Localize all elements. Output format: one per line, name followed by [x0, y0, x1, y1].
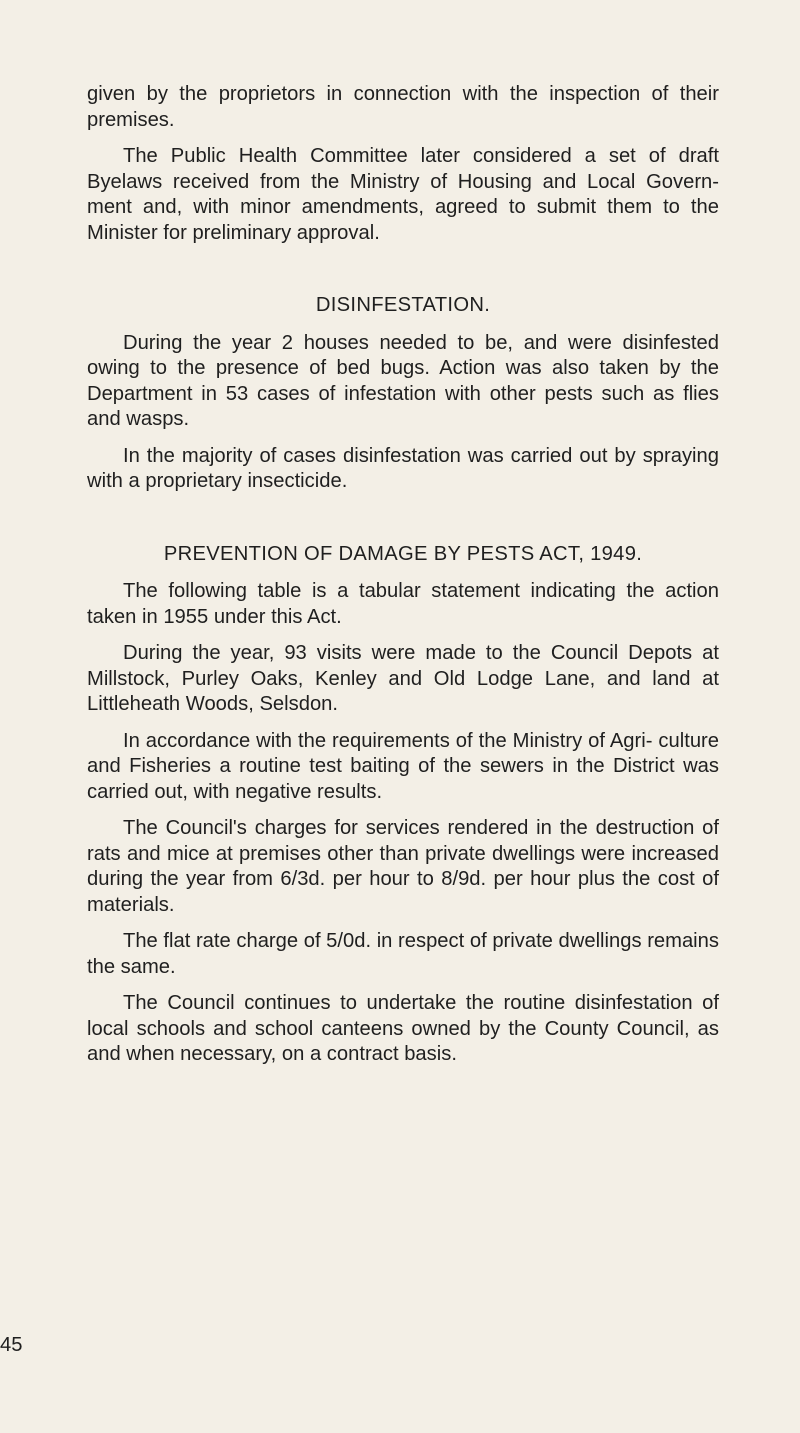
pests-act-paragraph-1: The following table is a tabular statement indicating the action taken in 1955 under this Act. — [87, 580, 719, 628]
pests-act-paragraph-5: The flat rate charge of 5/0d. in respect of private dwellings remains the same. — [87, 930, 719, 978]
pests-act-paragraph-4: The Council's charges for services rendered in the destruction of rats and mice at premises other than private dwellings were increased during the year from 6/3d. per hour to 8/9d. per hour plus the cost of materials. — [87, 817, 719, 916]
pests-act-paragraph-2: During the year, 93 visits were made to the Council Depots at Millstock, Purley Oaks, Kenley and Old Lodge Lane, and land at Littleheath Woods, Selsdon. — [87, 642, 719, 715]
pests-act-paragraph-6: The Council continues to undertake the routine disinfestation of local schools and school canteens owned by the County Council, as and when necessary, on a contract basis. — [87, 992, 719, 1065]
page-number: 45 — [0, 1334, 23, 1356]
disinfestation-paragraph-2: In the majority of cases disinfestation was carried out by spraying with a proprietary insecticide. — [87, 444, 719, 492]
pests-act-heading: PREVENTION OF DAMAGE BY PESTS ACT, 1949. — [163, 542, 643, 565]
disinfestation-heading: DISINFESTATION. — [315, 294, 491, 316]
disinfestation-paragraph-1: During the year 2 houses needed to be, and were disinfested owing to the presence of bed bugs. Action was also taken by the Department in 53 cases of infestation with other pests such as flies and wasps. — [87, 331, 719, 430]
intro-paragraph-2: The Public Health Committee later considered a set of draft Byelaws received from the Ministry of Housing and Local Govern- ment and, with minor amendments, agreed to submit them to the Minister for preliminary approval. — [87, 145, 719, 244]
pests-act-paragraph-3: In accordance with the requirements of the Ministry of Agri- culture and Fisheries a routine test baiting of the sewers in the District was carried out, with negative results. — [87, 729, 719, 803]
intro-paragraph-1: given by the proprietors in connection with the inspection of their premises. — [87, 83, 719, 131]
page-body — [87, 82, 719, 1068]
